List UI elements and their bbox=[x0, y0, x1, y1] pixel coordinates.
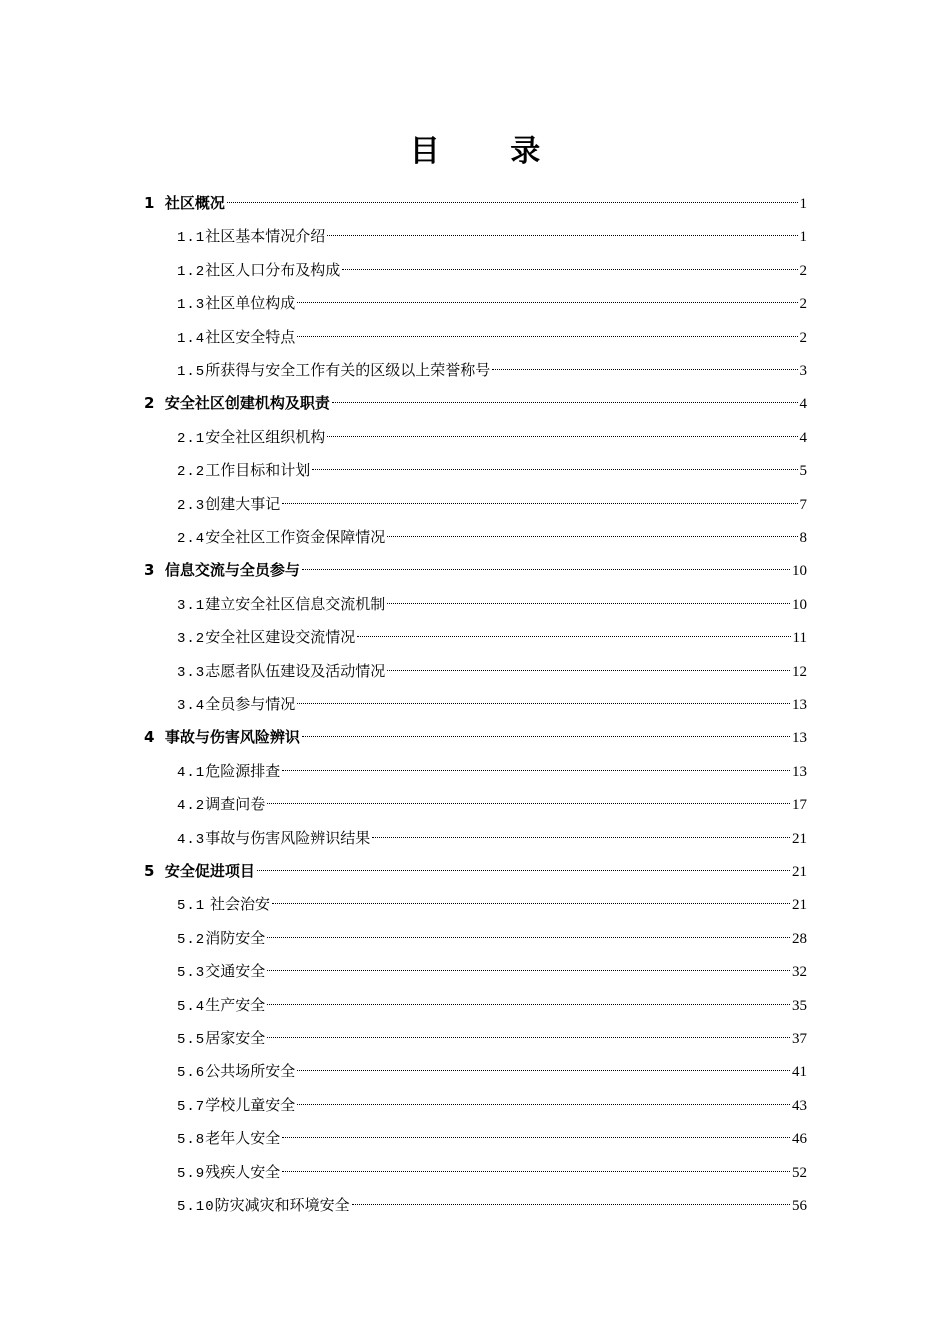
toc-chapter-entry[interactable] bbox=[144, 855, 807, 888]
toc-entry-number: 2 bbox=[144, 394, 155, 413]
toc-entry-text: 残疾人安全 bbox=[205, 1162, 281, 1181]
toc-section-entry[interactable] bbox=[177, 354, 807, 387]
dot-leader bbox=[342, 268, 797, 270]
toc-entry-text: 调查问卷 bbox=[205, 795, 266, 814]
toc-entry-number: 4.2 bbox=[177, 798, 206, 815]
toc-entry-number: 1.4 bbox=[177, 330, 206, 347]
toc-section-entry[interactable] bbox=[177, 321, 807, 354]
dot-leader bbox=[272, 902, 790, 904]
dot-leader bbox=[282, 502, 797, 504]
dot-leader bbox=[297, 702, 790, 704]
dot-leader bbox=[297, 1069, 790, 1071]
toc-section-entry[interactable] bbox=[177, 1122, 807, 1155]
dot-leader bbox=[297, 301, 797, 303]
toc-page-number: 35 bbox=[792, 997, 807, 1014]
dot-leader bbox=[372, 836, 790, 838]
dot-leader bbox=[267, 1036, 790, 1038]
dot-leader bbox=[267, 802, 790, 804]
toc-entry-text: 社区人口分布及构成 bbox=[205, 260, 341, 279]
toc-section-entry[interactable] bbox=[177, 588, 807, 621]
toc-chapter-entry[interactable] bbox=[144, 387, 807, 420]
toc-section-entry[interactable] bbox=[177, 788, 807, 821]
toc-entry-text: 消防安全 bbox=[205, 928, 266, 947]
dot-leader bbox=[267, 936, 790, 938]
toc-entry-text: 信息交流与全员参与 bbox=[164, 561, 300, 580]
toc-entry-text: 事故与伤害风险辨识 bbox=[164, 728, 300, 747]
toc-entry-number: 3.2 bbox=[177, 631, 206, 648]
dot-leader bbox=[267, 969, 790, 971]
toc-section-entry[interactable] bbox=[177, 220, 807, 253]
toc-entry-text: 建立安全社区信息交流机制 bbox=[205, 594, 386, 613]
toc-section-entry[interactable] bbox=[177, 1156, 807, 1189]
dot-leader bbox=[312, 468, 797, 470]
dot-leader bbox=[327, 234, 797, 236]
toc-section-entry[interactable] bbox=[177, 621, 807, 654]
dot-leader bbox=[492, 368, 797, 370]
toc-page-number: 2 bbox=[799, 296, 807, 313]
toc-entry-text: 安全社区组织机构 bbox=[205, 427, 326, 446]
toc-entry-text: 安全社区建设交流情况 bbox=[205, 628, 356, 647]
dot-leader bbox=[352, 1203, 790, 1205]
toc-entry-text: 社区安全特点 bbox=[205, 327, 296, 346]
toc-page-number: 5 bbox=[799, 463, 807, 480]
toc-page-number: 21 bbox=[792, 864, 807, 880]
toc-entry-text: 居家安全 bbox=[205, 1029, 266, 1047]
dot-leader bbox=[387, 602, 790, 604]
dot-leader bbox=[357, 635, 790, 637]
dot-leader bbox=[387, 535, 797, 537]
toc-page-number: 56 bbox=[792, 1198, 807, 1214]
toc-entry-number: 5.4 bbox=[177, 998, 206, 1015]
dot-leader bbox=[267, 1003, 790, 1005]
toc-entry-number: 2.4 bbox=[177, 531, 206, 547]
toc-page-number: 46 bbox=[792, 1131, 807, 1148]
toc-section-entry[interactable] bbox=[177, 454, 807, 487]
dot-leader bbox=[282, 1170, 790, 1172]
toc-entry-number: 5.6 bbox=[177, 1065, 206, 1082]
toc-page-number: 17 bbox=[792, 797, 807, 814]
toc-section-entry[interactable] bbox=[177, 655, 807, 688]
toc-entry-text: 交通安全 bbox=[205, 962, 266, 981]
toc-entry-text: 安全社区创建机构及职责 bbox=[164, 394, 330, 413]
toc-page-number: 13 bbox=[792, 730, 807, 747]
toc-section-entry[interactable] bbox=[177, 688, 807, 721]
toc-entry-text: 生产安全 bbox=[205, 995, 266, 1014]
toc-page-number: 8 bbox=[799, 530, 807, 546]
toc-page-number: 10 bbox=[792, 596, 807, 613]
toc-page-number: 3 bbox=[799, 363, 807, 379]
toc-page-number: 4 bbox=[799, 396, 807, 413]
toc-page-number: 21 bbox=[792, 897, 807, 914]
toc-page-number: 2 bbox=[799, 262, 807, 279]
dot-leader bbox=[302, 568, 790, 570]
toc-entry-number: 3.4 bbox=[177, 698, 206, 714]
toc-page-number: 32 bbox=[792, 964, 807, 981]
toc-entry-text: 学校儿童安全 bbox=[205, 1095, 296, 1114]
toc-entry-number: 2.3 bbox=[177, 497, 206, 514]
toc-page-number: 1 bbox=[799, 229, 807, 246]
toc-section-entry[interactable] bbox=[177, 822, 807, 855]
toc-section-entry[interactable] bbox=[177, 254, 807, 287]
toc-page-number: 7 bbox=[799, 496, 807, 513]
toc-entry-number: 3.1 bbox=[177, 597, 206, 614]
toc-section-entry[interactable] bbox=[177, 922, 807, 955]
toc-entry-number: 5.7 bbox=[177, 1098, 206, 1115]
toc-page-number: 1 bbox=[799, 196, 807, 212]
toc-entry-number: 1 bbox=[144, 194, 155, 212]
toc-entry-number: 5.9 bbox=[177, 1165, 206, 1182]
toc-entry-number: 1.1 bbox=[177, 230, 206, 247]
toc-entry-number: 5 bbox=[144, 862, 155, 880]
toc-entry-text: 志愿者队伍建设及活动情况 bbox=[205, 661, 386, 680]
toc-entry-number: 4.3 bbox=[177, 831, 206, 848]
dot-leader bbox=[302, 735, 790, 737]
dot-leader bbox=[282, 769, 790, 771]
toc-entry-text: 社区基本情况介绍 bbox=[205, 227, 326, 246]
toc-section-entry[interactable] bbox=[177, 521, 807, 554]
toc-section-entry[interactable] bbox=[177, 989, 807, 1022]
dot-leader bbox=[387, 669, 790, 671]
toc-entry-number: 5.1 bbox=[177, 898, 206, 915]
toc-section-entry[interactable] bbox=[177, 1022, 807, 1055]
toc-section-entry[interactable] bbox=[177, 287, 807, 320]
page-title: 目 录 bbox=[409, 134, 571, 169]
toc-chapter-entry[interactable] bbox=[144, 721, 807, 754]
toc-page-number: 28 bbox=[792, 930, 807, 947]
toc-page-number: 37 bbox=[792, 1031, 807, 1047]
toc-section-entry[interactable] bbox=[177, 888, 807, 921]
toc-page-number: 12 bbox=[792, 663, 807, 680]
toc-entry-text: 社区单位构成 bbox=[205, 294, 296, 313]
toc-entry-text: 全员参与情况 bbox=[205, 695, 296, 713]
toc-section-entry[interactable] bbox=[177, 1055, 807, 1088]
toc-section-entry[interactable] bbox=[177, 755, 807, 788]
dot-leader bbox=[332, 401, 798, 403]
toc-entry-text: 安全社区工作资金保障情况 bbox=[205, 528, 386, 546]
toc-page-number: 11 bbox=[792, 630, 807, 647]
toc-section-entry[interactable] bbox=[177, 1089, 807, 1122]
toc-page-number: 2 bbox=[799, 329, 807, 346]
toc-entry-number: 5.5 bbox=[177, 1032, 206, 1048]
toc-chapter-entry[interactable] bbox=[144, 554, 807, 587]
toc-entry-number: 1.3 bbox=[177, 297, 206, 314]
toc-entry-number: 1.2 bbox=[177, 263, 206, 280]
toc-entry-number: 2.1 bbox=[177, 430, 206, 447]
toc-entry-number: 4.1 bbox=[177, 764, 206, 781]
dot-leader bbox=[227, 201, 798, 203]
toc-entry-text: 所获得与安全工作有关的区级以上荣誉称号 bbox=[205, 361, 491, 379]
toc-page-number: 10 bbox=[792, 563, 807, 580]
dot-leader bbox=[297, 1103, 790, 1105]
dot-leader bbox=[297, 335, 797, 337]
toc-entry-number: 3 bbox=[144, 561, 155, 580]
toc-chapter-entry[interactable] bbox=[144, 187, 807, 220]
toc-entry-text: 工作目标和计划 bbox=[205, 461, 311, 480]
toc-section-entry[interactable] bbox=[177, 488, 807, 521]
toc-entry-number: 4 bbox=[144, 728, 155, 747]
dot-leader bbox=[257, 869, 790, 871]
toc-entry-number: 5.2 bbox=[177, 931, 206, 948]
toc-entry-number: 5.10 bbox=[177, 1199, 215, 1215]
toc-entry-number: 1.5 bbox=[177, 364, 206, 380]
toc-entry-text: 安全促进项目 bbox=[164, 862, 255, 880]
toc-entry-text: 老年人安全 bbox=[205, 1129, 281, 1148]
toc-section-entry[interactable] bbox=[177, 955, 807, 988]
toc-entry-text: 社会治安 bbox=[205, 895, 270, 914]
toc-page-number: 43 bbox=[792, 1097, 807, 1114]
toc-entry-text: 事故与伤害风险辨识结果 bbox=[205, 828, 371, 847]
toc-page-number: 13 bbox=[792, 697, 807, 713]
toc-section-entry[interactable] bbox=[177, 1189, 807, 1222]
dot-leader bbox=[282, 1136, 790, 1138]
toc-page-number: 52 bbox=[792, 1164, 807, 1181]
toc-entry-number: 3.3 bbox=[177, 664, 206, 681]
toc-entry-text: 社区概况 bbox=[164, 194, 225, 212]
toc-entry-text: 创建大事记 bbox=[205, 494, 281, 513]
toc-entry-text: 危险源排查 bbox=[205, 761, 281, 780]
toc-entry-number: 5.8 bbox=[177, 1132, 206, 1149]
toc-page-number: 4 bbox=[799, 429, 807, 446]
toc-entry-text: 防灾减灾和环境安全 bbox=[214, 1196, 350, 1214]
toc-page-number: 21 bbox=[792, 830, 807, 847]
toc-entry-number: 2.2 bbox=[177, 464, 206, 481]
toc-entry-number: 5.3 bbox=[177, 965, 206, 982]
dot-leader bbox=[327, 435, 797, 437]
toc-page-number: 13 bbox=[792, 763, 807, 780]
toc-page-number: 41 bbox=[792, 1064, 807, 1081]
toc-section-entry[interactable] bbox=[177, 421, 807, 454]
toc-entry-text: 公共场所安全 bbox=[205, 1062, 296, 1081]
